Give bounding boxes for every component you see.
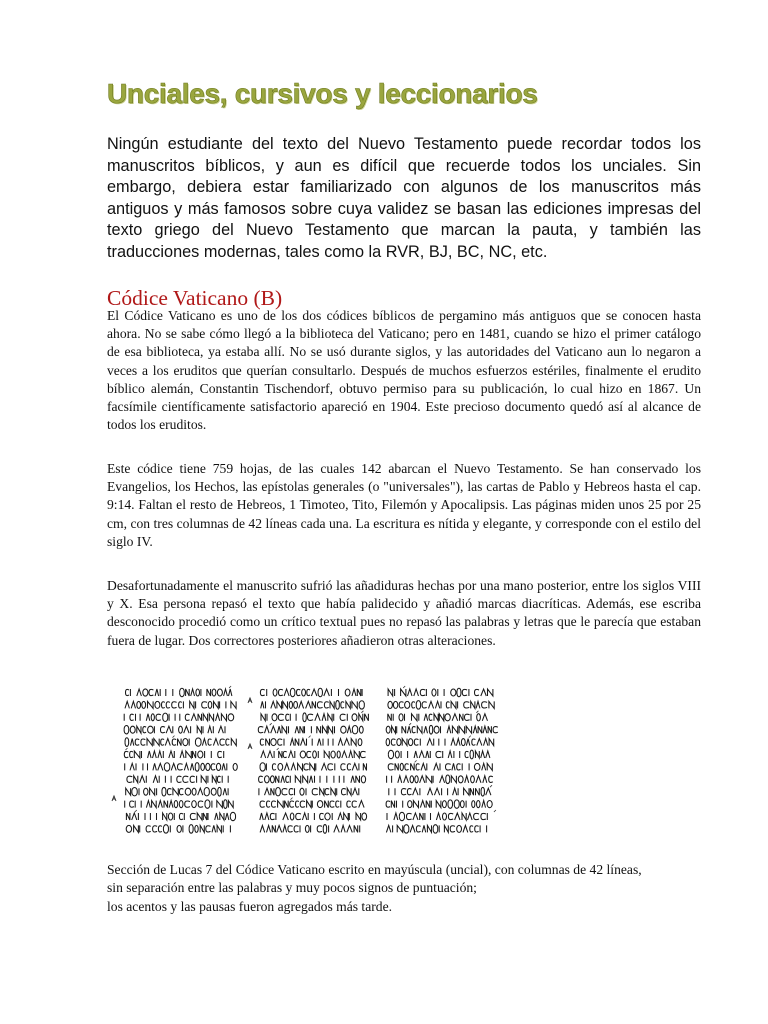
caption-line-2: sin separación entre las palabras y muy pocos signos de puntuación; <box>107 880 477 896</box>
caption-line-1: Sección de Lucas 7 del Códice Vaticano escrito en mayúscula (uncial), con columnas de 42 líneas, <box>107 862 642 877</box>
body-paragraph-2: Este códice tiene 759 hojas, de las cuales 142 abarcan el Nuevo Testamento. Se han conservado los Evangelios, los Hechos, las epístolas generales (o "universales"), las cartas de Pablo y Hebreos hasta el cap. 9:14. Faltan el resto de Hebreos, 1 Timoteo, Tito, Filemón y Apocalipsis. Las páginas miden unos 25 por 25 cm, con tres columnas de 42 líneas cada una. La escritura es nítida y elegante, y corresponde con el estilo del siglo IV. <box>107 461 701 549</box>
caption-line-3: los acentos y las pausas fueron agregados más tarde. <box>107 898 392 914</box>
manuscript-facsimile <box>110 683 506 843</box>
image-caption <box>107 861 707 916</box>
body-paragraph-3: Desafortunadamente el manuscrito sufrió las añadiduras hechas por una mano posterior, entre los siglos VIII y X. Esa persona repasó el texto que había palidecido y añadió marcas diacríticas. Además, ese escriba desconocido procedió como un crítico textual pues no repasó las palabras y letras que le parecía que estaban fuera de lugar. Dos correctores posteriores añadieron otras alteraciones. <box>107 578 701 648</box>
manuscript-image <box>110 683 506 843</box>
body-paragraph-1: El Códice Vaticano es uno de los dos códices bíblicos de pergamino más antiguos que se conocen hasta ahora. No se sabe cómo llegó a la biblioteca del Vaticano; pero en 1481, cuando se hizo el primer catálogo de esa biblioteca, ya estaba allí. No se usó durante siglos, y las autoridades del Vaticano aun lo negaron a veces a los eruditos que querían consultarlo. Después de muchos esfuerzos estériles, finalmente el erudito bíblico alemán, Constantin Tischendorf, obtuvo permiso para su publicación, lo cual hizo en 1867. Un facsímile científicamente satisfactorio apareció en 1904. Este precioso documento quedó así al alcance de todos los eruditos. <box>107 308 701 433</box>
intro-paragraph: Ningún estudiante del texto del Nuevo Testamento puede recordar todos los manuscritos bíblicos, y aun es difícil que recuerde todos los unciales. Sin embargo, debiera estar familiarizado con algunos de los manuscritos más antiguos y más famosos sobre cuya validez se basan las ediciones impresas del texto griego del Nuevo Testamento que marcan la pauta, y también las traducciones modernas, tales como la RVR, BJ, BC, NC, etc. <box>107 135 701 261</box>
section-heading: Códice Vaticano (B) <box>107 286 283 310</box>
page-title: Unciales, cursivos y leccionarios <box>107 78 538 109</box>
